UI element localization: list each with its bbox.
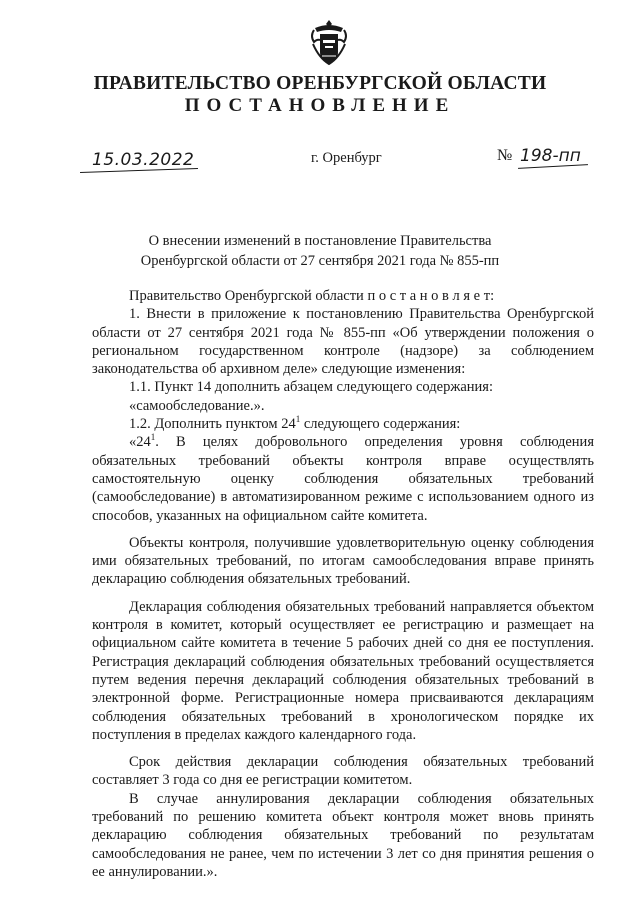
document-type: ПОСТАНОВЛЕНИЕ bbox=[184, 95, 456, 116]
subject-line: Оренбургской области от 27 сентября 2021 года № 855-пп bbox=[140, 253, 500, 269]
paragraph: Декларация соблюдения обязательных требований направляется объектом контроля в комитет, который осуществляет ее регистрацию и размещает на официальном сайте комитета в течение 5 рабочих дней со дня ее поступления. Регистрация деклараций соблюдения обязательных требований осуществляется путем ведения перечня деклараций соблюдения обязательных требований в электронной форме. Регистрационные номера присваиваются декларациям соблюдения обязательных требований в хронологическом порядке их поступления в пределах каждого календарного года. bbox=[92, 598, 594, 743]
paragraph: Срок действия декларации соблюдения обязательных требований составляет 3 года со дня ее регистрации комитетом. bbox=[92, 754, 594, 789]
handwritten-number: 198-пп bbox=[520, 146, 581, 166]
superscript: 1 bbox=[150, 432, 156, 443]
city: г. Оренбург bbox=[311, 150, 382, 166]
paragraph bbox=[92, 433, 594, 524]
government-title: ПРАВИТЕЛЬСТВО ОРЕНБУРГСКОЙ ОБЛАСТИ bbox=[93, 73, 547, 94]
paragraph: 1. Внести в приложение к постановлению Правительства Оренбургской области от 27 сентября 2021 года № 855-пп «Об утверждении положения о региональном государственном контроле (надзоре) за соблюдением законодательства об архивном деле» следующие изменения: bbox=[92, 306, 594, 378]
paragraph: «самообследование.». bbox=[129, 397, 265, 414]
superscript: 1 bbox=[295, 414, 301, 425]
number-sign: № bbox=[497, 147, 513, 164]
paragraph bbox=[92, 415, 594, 433]
paragraph: Объекты контроля, получившие удовлетворительную оценку соблюдения ими обязательных требований, по итогам самообследования вправе принять декларацию соблюдения обязательных требований. bbox=[92, 534, 594, 588]
paragraph: Правительство Оренбургской области п о с т а н о в л я е т: bbox=[129, 288, 495, 304]
coat-of-arms-icon bbox=[309, 18, 349, 68]
handwritten-date: 15.03.2022 bbox=[92, 150, 195, 170]
paragraph: В случае аннулирования декларации соблюдения обязательных требований по решению комитета объект контроля может вновь принять декларацию соблюдения обязательных требований по результатам самообследования не ранее, чем по истечении 3 лет со дня принятия решения о ее аннулировании.». bbox=[92, 790, 594, 880]
text-run: следующего содержания: bbox=[300, 416, 461, 433]
text-run: . В целях добровольного определения уровня соблюдения обязательных требований объекты контроля вправе осуществлять самостоятельную оценку соблюдения обязательных требований (самообследование) в автоматизированном режиме с использованием одного из способов, указанных на официальном сайте комитета. bbox=[92, 434, 594, 524]
document-body bbox=[92, 287, 594, 881]
text-run: 1.2. Дополнить пунктом 24 bbox=[129, 416, 296, 433]
text-run: «24 bbox=[129, 434, 151, 451]
subject-line: О внесении изменений в постановление Правительства bbox=[148, 233, 492, 249]
paragraph: 1.1. Пункт 14 дополнить абзацем следующего содержания: bbox=[129, 379, 493, 396]
document-subject bbox=[0, 231, 640, 271]
